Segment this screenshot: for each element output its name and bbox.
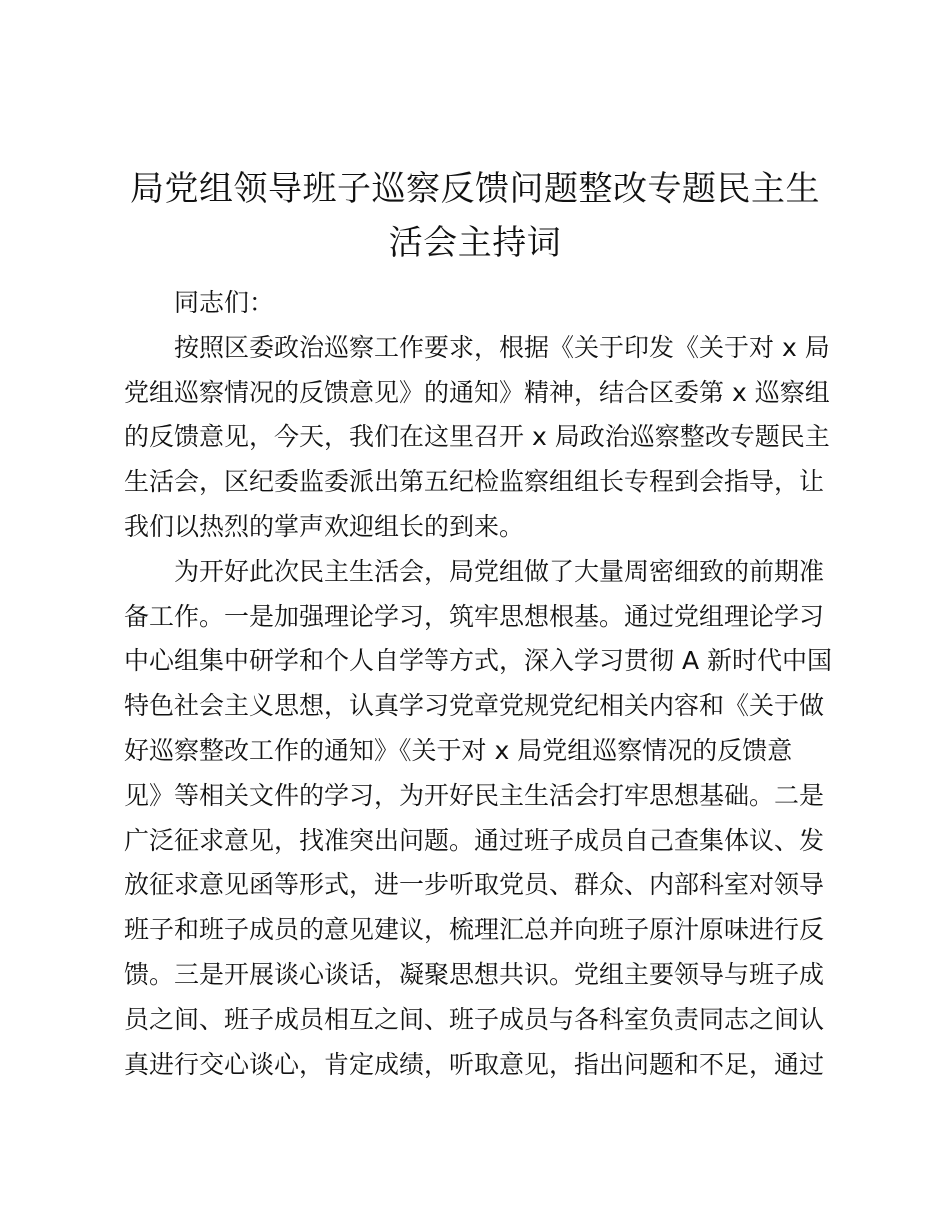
body-line-16: 员之间、班子成员相互之间、班子成员与各科室负责同志之间认 <box>124 1004 825 1034</box>
body-line-10: 好巡察整改工作的通知》《关于对 x 局党组巡察情况的反馈意 <box>124 735 793 765</box>
body-line-8: 中心组集中研学和个人自学等方式，深入学习贯彻 A 新时代中国 <box>124 646 832 676</box>
body-line-15: 馈。三是开展谈心谈话，凝聚思想共识。党组主要领导与班子成 <box>124 959 825 989</box>
body-line-7: 备工作。一是加强理论学习，筑牢思想根基。通过党组理论学习 <box>124 601 825 631</box>
body-line-12: 广泛征求意见，找准突出问题。通过班子成员自己查集体议、发 <box>124 825 825 855</box>
document-title <box>120 162 830 270</box>
document-body <box>124 281 832 1087</box>
body-line-13: 放征求意见函等形式，进一步听取党员、群众、内部科室对领导 <box>124 870 825 900</box>
body-line-2: 党组巡察情况的反馈意见》的通知》精神，结合区委第 x 巡察组 <box>124 377 830 407</box>
body-line-17: 真进行交心谈心，肯定成绩，听取意见，指出问题和不足，通过 <box>124 1049 825 1079</box>
body-line-14: 班子和班子成员的意见建议，梳理汇总并向班子原汁原味进行反 <box>124 915 825 945</box>
title-line-2: 活会主持词 <box>388 223 562 263</box>
body-line-3: 的反馈意见，今天，我们在这里召开 x 局政治巡察整改专题民主 <box>124 422 830 452</box>
body-line-9: 特色社会主义思想，认真学习党章党规党纪相关内容和《关于做 <box>124 691 825 721</box>
salutation: 同志们： <box>174 288 275 317</box>
body-line-1: 按照区委政治巡察工作要求，根据《关于印发《关于对 x 局 <box>174 332 830 362</box>
body-line-4: 生活会，区纪委监委派出第五纪检监察组组长专程到会指导，让 <box>124 467 825 497</box>
body-line-11: 见》等相关文件的学习，为开好民主生活会打牢思想基础。二是 <box>124 780 825 810</box>
body-line-5: 我们以热烈的掌声欢迎组长的到来。 <box>124 511 525 541</box>
title-line-1: 局党组领导班子巡察反馈问题整改专题民主生 <box>130 169 820 209</box>
body-line-6: 为开好此次民主生活会，局党组做了大量周密细致的前期准 <box>174 556 825 586</box>
